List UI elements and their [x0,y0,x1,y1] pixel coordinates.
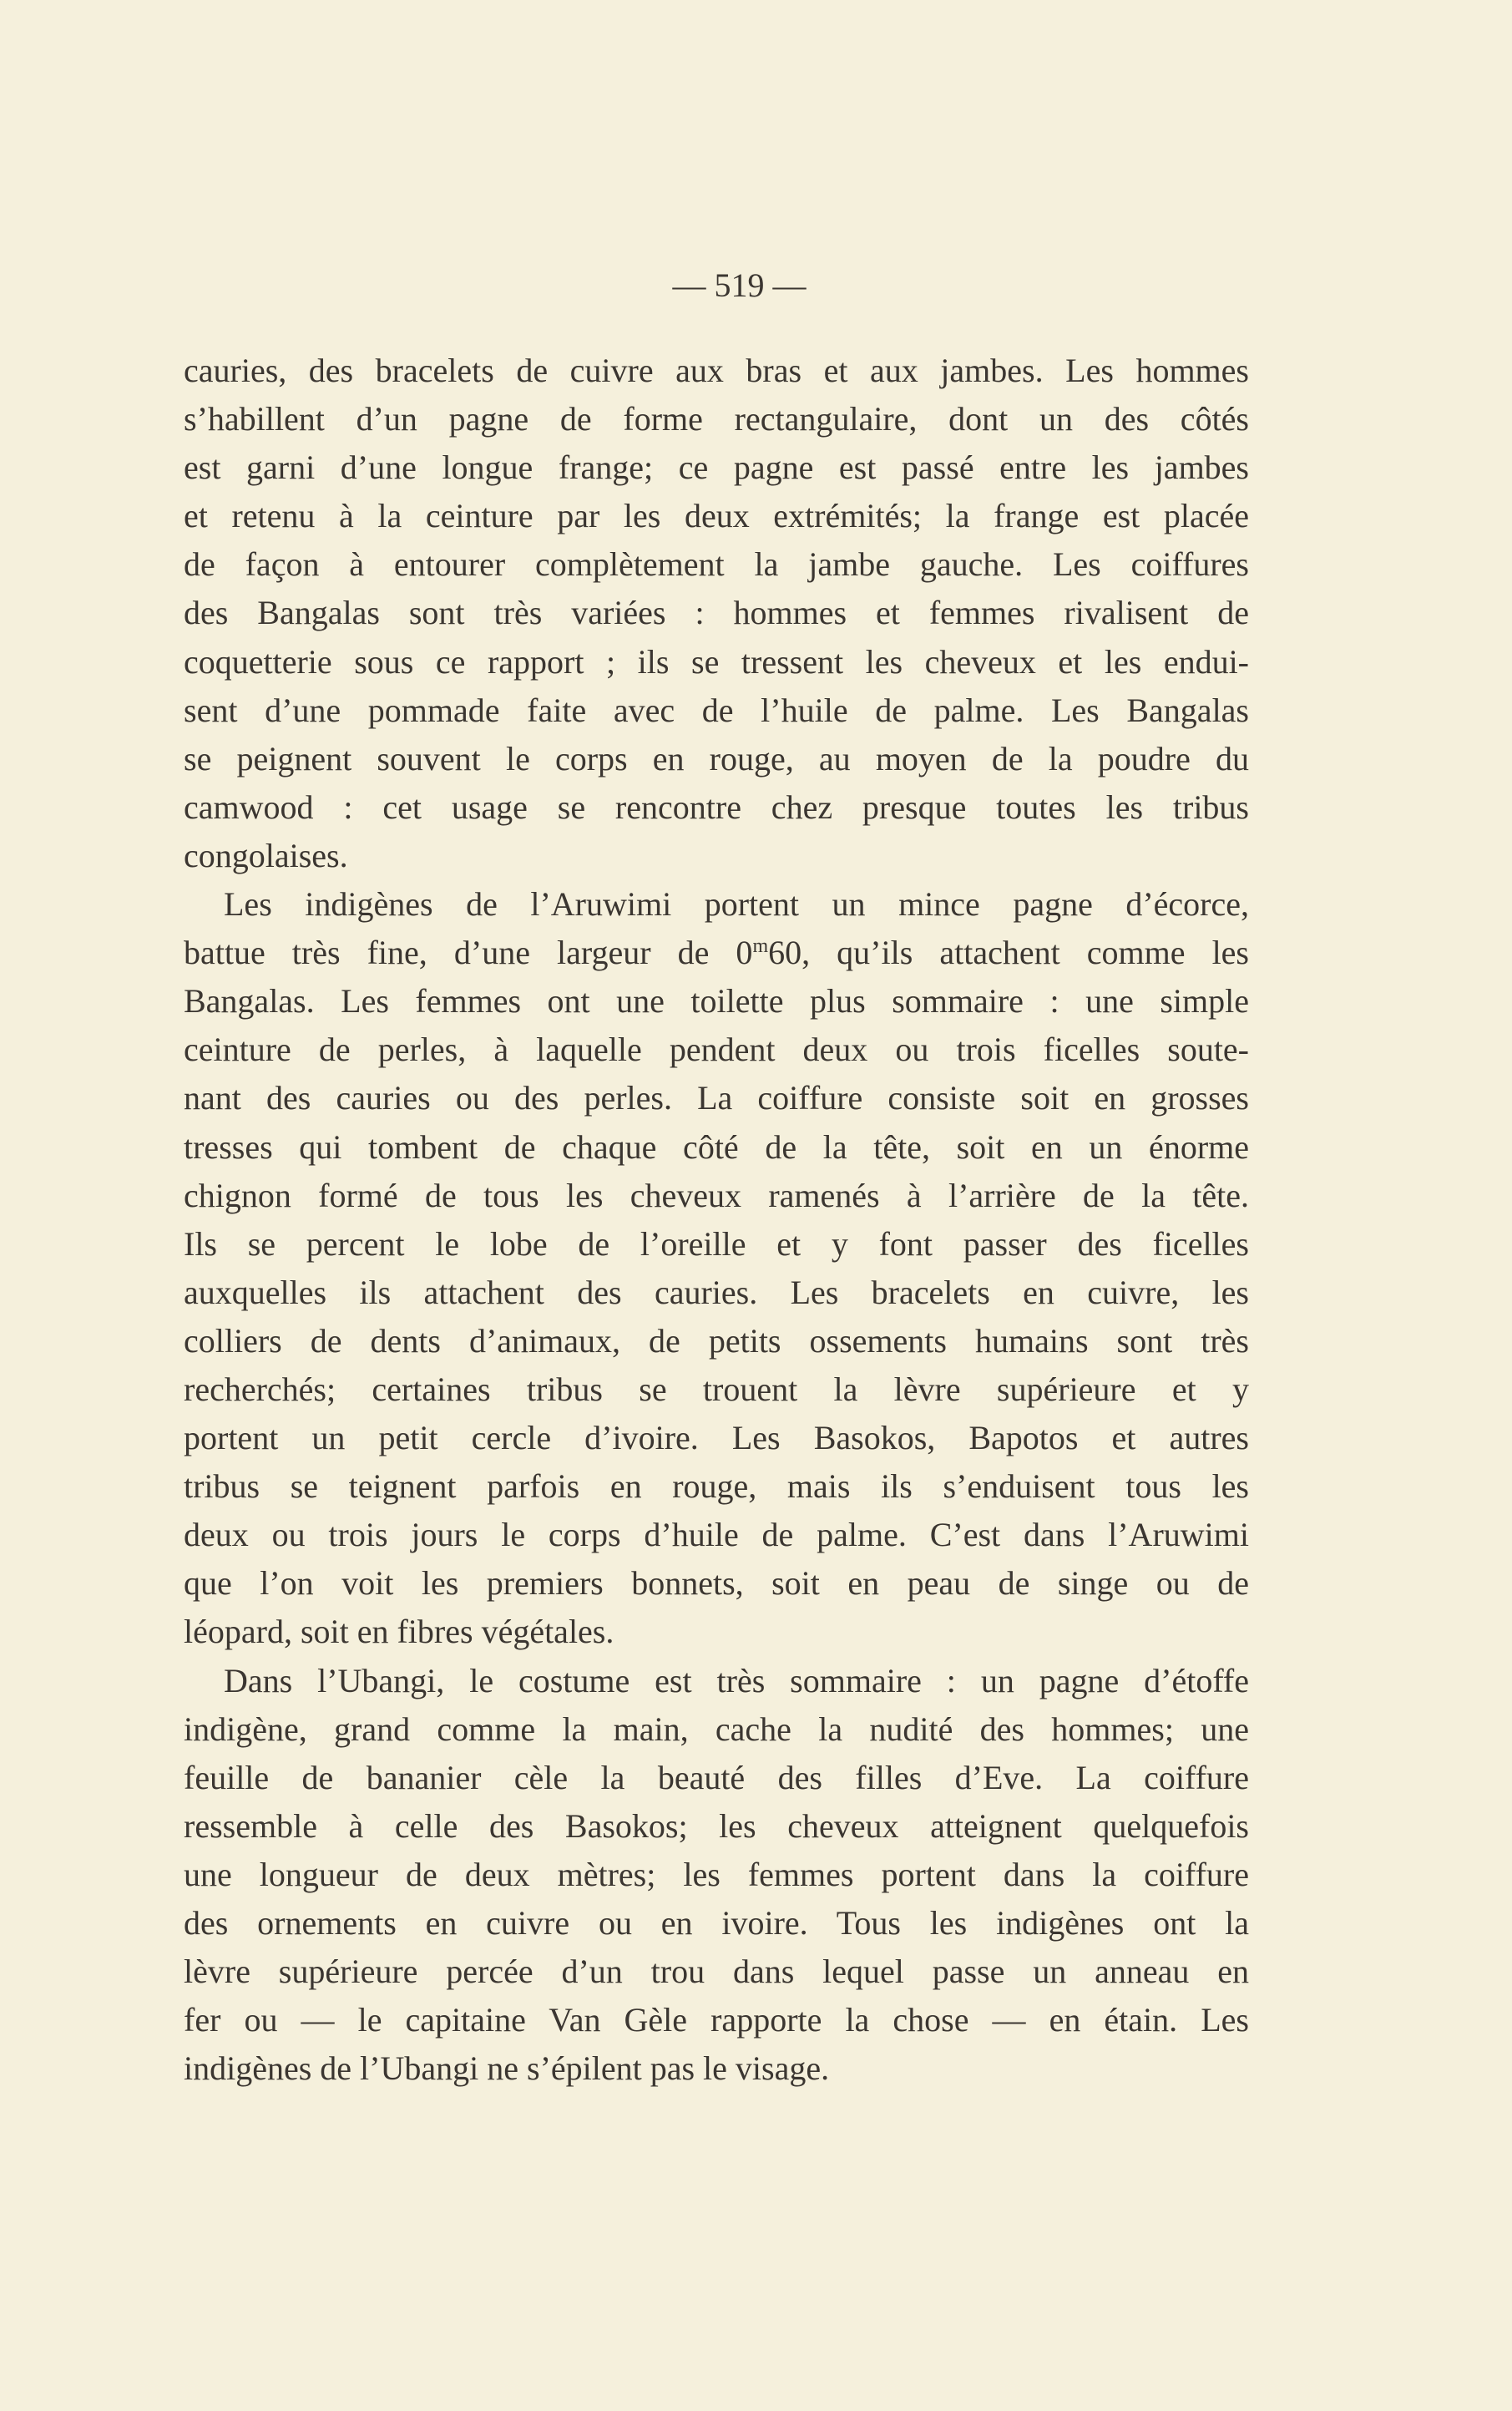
body-text [184,347,1249,2093]
line-text: ressemble à celle des Basokos; les cheveux atteignent quelquefois [184,1806,1249,1845]
page-number-text: — 519 — [672,266,807,304]
text-line [184,1608,1249,1656]
text-line [184,1269,1249,1317]
text-line [184,347,1249,395]
text-line [184,1462,1249,1511]
line-text: léopard, soit en fibres végétales. [184,1613,614,1651]
text-line [184,2044,1249,2093]
text-line [184,492,1249,540]
line-text: indigènes de l’Ubangi ne s’épilent pas le visage. [184,2049,830,2088]
text-line [184,443,1249,492]
text-line [184,589,1249,637]
text-line [184,1657,1249,1705]
text-line [184,1365,1249,1414]
text-line [184,1948,1249,1996]
text-line [184,1026,1249,1074]
line-text: 60, qu’ils attachent comme les [768,934,1250,972]
line-text: feuille de bananier cèle la beauté des filles d’Eve. La coiffure [184,1758,1249,1796]
line-text: s’habillent d’un pagne de forme rectangulaire, dont un des côtés [184,400,1249,438]
line-text: indigène, grand comme la main, cache la nudité des hommes; une [184,1709,1249,1748]
text-line [184,686,1249,735]
text-line [184,1123,1249,1172]
text-line [184,1996,1249,2044]
line-text: des ornements en cuivre ou en ivoire. Tous les indigènes ont la [184,1904,1249,1942]
text-line [184,1705,1249,1754]
line-text: lèvre supérieure percée d’un trou dans lequel passe un anneau en [184,1953,1249,1991]
line-text: portent un petit cercle d’ivoire. Les Basokos, Bapotos et autres [184,1419,1249,1457]
text-line [184,977,1249,1026]
line-text: battue très fine, d’une largeur de 0 [184,934,753,972]
text-line [184,783,1249,832]
text-line [184,735,1249,783]
text-line [184,1220,1249,1269]
text-line [184,929,1249,977]
line-text: Ils se percent le lobe de l’oreille et y font passer des ficelles [184,1224,1249,1263]
page-number [0,266,1512,305]
line-text: coquetterie sous ce rapport ; ils se tressent les cheveux et les endui- [184,642,1249,681]
text-line [184,1851,1249,1899]
line-text: sent d’une pommade faite avec de l’huile de palme. Les Bangalas [184,691,1249,729]
text-line [184,1754,1249,1802]
text-line [184,1511,1249,1559]
line-text: tresses qui tombent de chaque côté de la tête, soit en un énorme [184,1127,1249,1166]
line-text: des Bangalas sont très variées : hommes et femmes rivalisent de [184,594,1249,632]
text-line [184,1414,1249,1462]
text-line [184,1074,1249,1122]
text-line [184,1317,1249,1365]
text-line [184,638,1249,686]
line-text: se peignent souvent le corps en rouge, au moyen de la poudre du [184,739,1249,777]
line-text: tribus se teignent parfois en rouge, mais ils s’enduisent tous les [184,1467,1249,1506]
line-text: de façon à entourer complètement la jambe gauche. Les coiffures [184,545,1249,584]
line-text: cauries, des bracelets de cuivre aux bras et aux jambes. Les hommes [184,352,1249,389]
line-text: Les indigènes de l’Aruwimi portent un mince pagne d’écorce, [224,885,1249,924]
line-text: colliers de dents d’animaux, de petits ossements humains sont très [184,1321,1249,1360]
line-text: Bangalas. Les femmes ont une toilette plus sommaire : une simple [184,982,1249,1021]
line-text: deux ou trois jours le corps d’huile de palme. C’est dans l’Aruwimi [184,1516,1249,1554]
line-text: une longueur de deux mètres; les femmes portent dans la coiffure [184,1855,1249,1893]
line-text: est garni d’une longue frange; ce pagne est passé entre les jambes [184,448,1249,487]
text-line [184,1899,1249,1948]
line-text: Dans l’Ubangi, le costume est très sommaire : un pagne d’étoffe [224,1661,1249,1699]
line-text: congolaises. [184,836,348,874]
text-line [184,1802,1249,1851]
line-text: et retenu à la ceinture par les deux extrémités; la frange est placée [184,497,1249,535]
text-line [184,1172,1249,1220]
text-line [184,1559,1249,1608]
text-line [184,395,1249,443]
line-text: que l’on voit les premiers bonnets, soit en peau de singe ou de [184,1564,1249,1603]
text-line [184,540,1249,589]
line-text: auxquelles ils attachent des cauries. Les bracelets en cuivre, les [184,1273,1249,1311]
text-line [184,832,1249,880]
line-text: fer ou — le capitaine Van Gèle rapporte la chose — en étain. Les [184,2001,1249,2039]
line-text: chignon formé de tous les cheveux ramenés à l’arrière de la tête. [184,1176,1249,1214]
line-text: recherchés; certaines tribus se trouent la lèvre supérieure et y [184,1370,1249,1408]
line-text: ceinture de perles, à laquelle pendent deux ou trois ficelles soute- [184,1031,1249,1069]
line-text: nant des cauries ou des perles. La coiffure consiste soit en grosses [184,1079,1249,1117]
line-text: camwood : cet usage se rencontre chez presque toutes les tribus [184,788,1249,826]
superscript: m [752,935,769,958]
text-line [184,880,1249,929]
